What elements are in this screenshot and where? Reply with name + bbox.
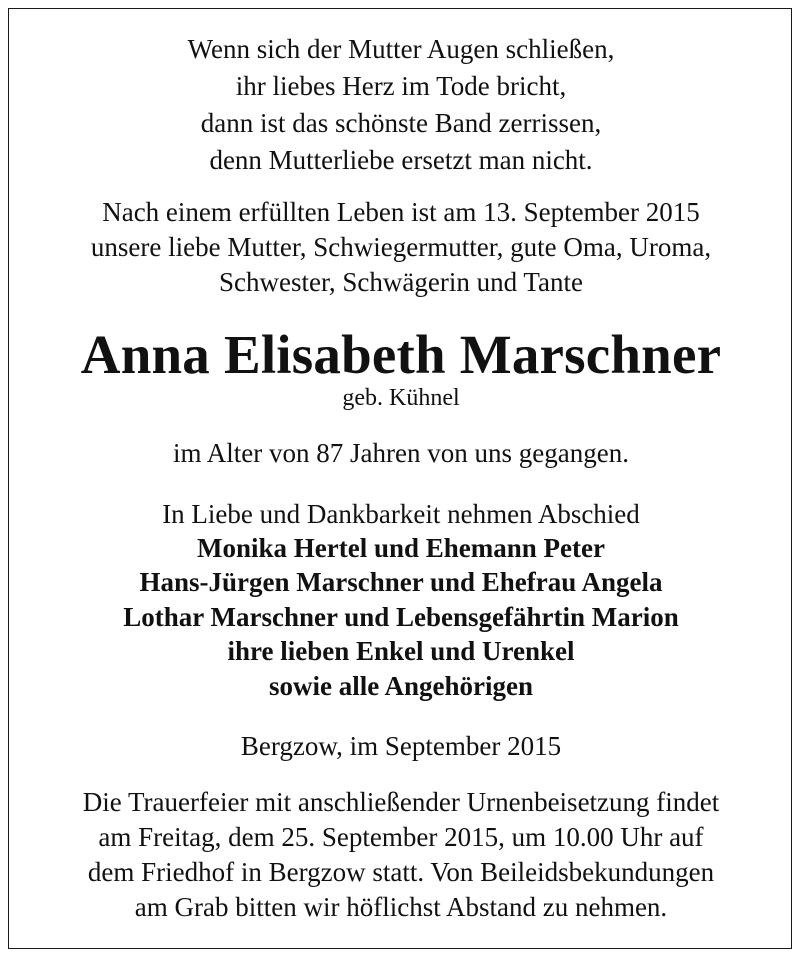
funeral-details-line: dem Friedhof in Bergzow statt. Von Beileidsbekundungen (87, 857, 715, 887)
mourner-entry: Monika Hertel und Ehemann Peter (197, 533, 605, 563)
announcement-line: Schwester, Schwägerin und Tante (219, 267, 583, 297)
mourner-entry: Lothar Marschner und Lebensgefährtin Marion (123, 601, 679, 632)
funeral-details (9, 785, 793, 925)
announcement-line: Nach einem erfüllten Leben ist am 13. September 2015 (102, 197, 700, 227)
funeral-details-line: Die Trauerfeier mit anschließender Urnenbeisetzung findet (82, 787, 720, 817)
poem-line: dann ist das schönste Band zerrissen, (200, 108, 602, 138)
mourner-entry: Hans-Jürgen Marschner und Ehefrau Angela (139, 567, 663, 598)
farewell-line: In Liebe und Dankbarkeit nehmen Abschied (162, 499, 640, 529)
mourners-list (9, 531, 793, 703)
maiden-name: geb. Kühnel (342, 385, 460, 411)
poem-line: denn Mutterliebe ersetzt man nicht. (209, 145, 593, 175)
memorial-poem (9, 31, 793, 179)
age-line: im Alter von 87 Jahren von uns gegangen. (173, 438, 629, 468)
deceased-name: Anna Elisabeth Marschner (80, 324, 722, 385)
funeral-details-line: am Freitag, dem 25. September 2015, um 10.00 Uhr auf (98, 822, 704, 852)
obituary-notice (8, 8, 792, 949)
mourner-entry: sowie alle Angehörigen (269, 670, 533, 701)
poem-line: Wenn sich der Mutter Augen schließen, (187, 34, 615, 64)
place-and-date: Bergzow, im September 2015 (240, 731, 562, 761)
death-announcement (9, 195, 793, 300)
mourner-entry: ihre lieben Enkel und Urenkel (227, 636, 575, 667)
funeral-details-line: am Grab bitten wir höflichst Abstand zu nehmen. (134, 892, 668, 922)
poem-line: ihr liebes Herz im Tode bricht, (235, 71, 567, 101)
announcement-line: unsere liebe Mutter, Schwiegermutter, gute Oma, Uroma, (90, 232, 712, 262)
